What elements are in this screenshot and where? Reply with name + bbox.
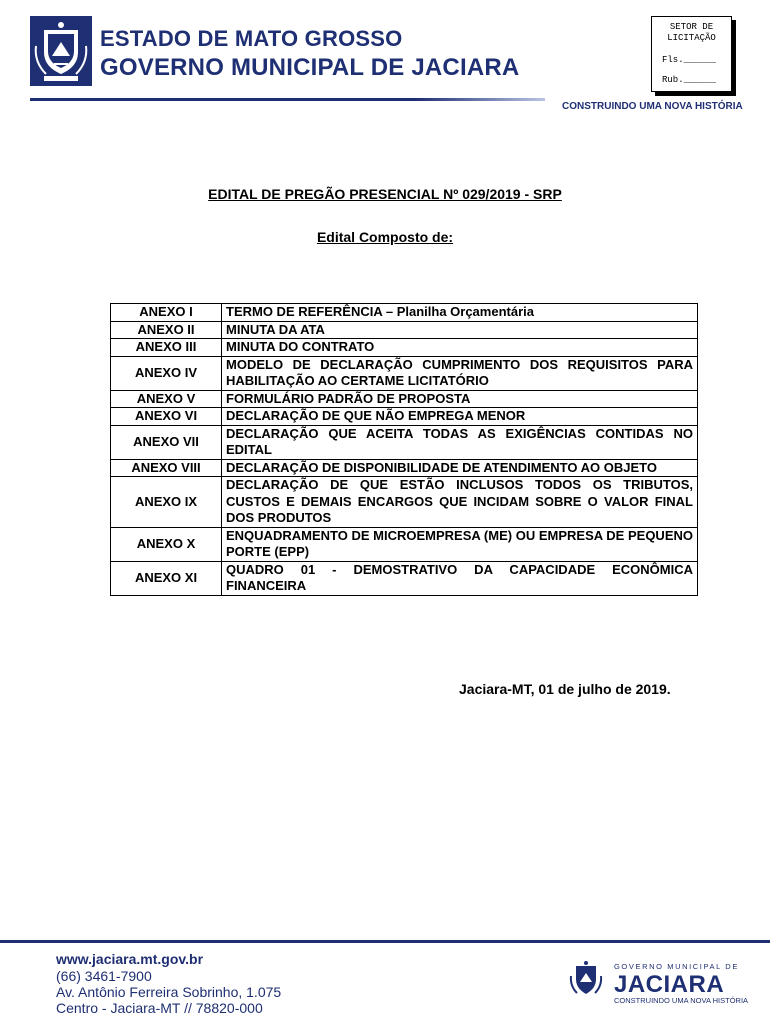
annex-code: ANEXO I — [111, 304, 222, 322]
annex-code: ANEXO V — [111, 390, 222, 408]
footer-logo-tagline: CONSTRUINDO UMA NOVA HISTÓRIA — [614, 996, 749, 1005]
table-row — [111, 339, 698, 357]
annex-code: ANEXO VII — [111, 425, 222, 459]
table-row — [111, 527, 698, 561]
footer-divider — [0, 940, 770, 943]
annex-description: DECLARAÇÃO DE QUE ESTÃO INCLUSOS TODOS OS TRIBUTOS, CUSTOS E DEMAIS ENCARGOS QUE INCIDAM SOBRE O VALOR FINAL DOS PRODUTOS — [222, 477, 698, 528]
annex-table — [110, 303, 698, 596]
annex-description: MINUTA DO CONTRATO — [222, 339, 698, 357]
header-tagline: CONSTRUINDO UMA NOVA HISTÓRIA — [562, 101, 743, 112]
footer-website-link[interactable]: www.jaciara.mt.gov.br — [56, 951, 204, 967]
annex-description: DECLARAÇÃO DE QUE NÃO EMPREGA MENOR — [222, 408, 698, 426]
table-row — [111, 321, 698, 339]
table-row — [111, 408, 698, 426]
place-date: Jaciara-MT, 01 de julho de 2019. — [459, 681, 671, 697]
table-row — [111, 425, 698, 459]
document-title: EDITAL DE PREGÃO PRESENCIAL Nº 029/2019 - SRP — [208, 186, 562, 202]
table-row — [111, 390, 698, 408]
annex-code: ANEXO X — [111, 527, 222, 561]
annex-code: ANEXO III — [111, 339, 222, 357]
government-name: GOVERNO MUNICIPAL DE JACIARA — [100, 54, 520, 81]
annex-code: ANEXO IX — [111, 477, 222, 528]
annex-description: QUADRO 01 - DEMOSTRATIVO DA CAPACIDADE ECONÔMICA FINANCEIRA — [222, 561, 698, 595]
state-name: ESTADO DE MATO GROSSO — [100, 26, 403, 51]
table-row — [111, 459, 698, 477]
setor-fls: Fls.______ — [662, 55, 717, 65]
annex-code: ANEXO IV — [111, 356, 222, 390]
annex-description: MODELO DE DECLARAÇÃO CUMPRIMENTO DOS REQUISITOS PARA HABILITAÇÃO AO CERTAME LICITATÓRIO — [222, 356, 698, 390]
annex-description: TERMO DE REFERÊNCIA – Planilha Orçamentária — [222, 304, 698, 322]
annex-description: DECLARAÇÃO DE DISPONIBILIDADE DE ATENDIMENTO AO OBJETO — [222, 459, 698, 477]
table-row — [111, 561, 698, 595]
header-divider — [30, 98, 545, 101]
annex-code: ANEXO XI — [111, 561, 222, 595]
annex-code: ANEXO VIII — [111, 459, 222, 477]
footer-logo-name: JACIARA — [614, 971, 725, 998]
annex-description: DECLARAÇÃO QUE ACEITA TODAS AS EXIGÊNCIAS CONTIDAS NO EDITAL — [222, 425, 698, 459]
setor-rub: Rub.______ — [662, 75, 717, 85]
annex-code: ANEXO VI — [111, 408, 222, 426]
annex-description: FORMULÁRIO PADRÃO DE PROPOSTA — [222, 390, 698, 408]
table-row — [111, 304, 698, 322]
municipal-crest-icon — [30, 16, 92, 86]
setor-line-1: SETOR DE — [669, 22, 714, 32]
annex-description: ENQUADRAMENTO DE MICROEMPRESA (ME) OU EMPRESA DE PEQUENO PORTE (EPP) — [222, 527, 698, 561]
footer-logo-top: GOVERNO MUNICIPAL DE — [614, 962, 739, 971]
table-row — [111, 356, 698, 390]
setor-line-2: LICITAÇÃO — [667, 33, 716, 43]
setor-licitacao-box — [651, 16, 732, 92]
footer-city: Centro - Jaciara-MT // 78820-000 — [56, 1000, 263, 1016]
footer-address: Av. Antônio Ferreira Sobrinho, 1.075 — [56, 984, 282, 1000]
document-subtitle: Edital Composto de: — [316, 229, 454, 245]
annex-description: MINUTA DA ATA — [222, 321, 698, 339]
table-row — [111, 477, 698, 528]
footer-crest-icon — [567, 960, 605, 998]
footer-phone: (66) 3461-7900 — [56, 968, 152, 984]
annex-code: ANEXO II — [111, 321, 222, 339]
